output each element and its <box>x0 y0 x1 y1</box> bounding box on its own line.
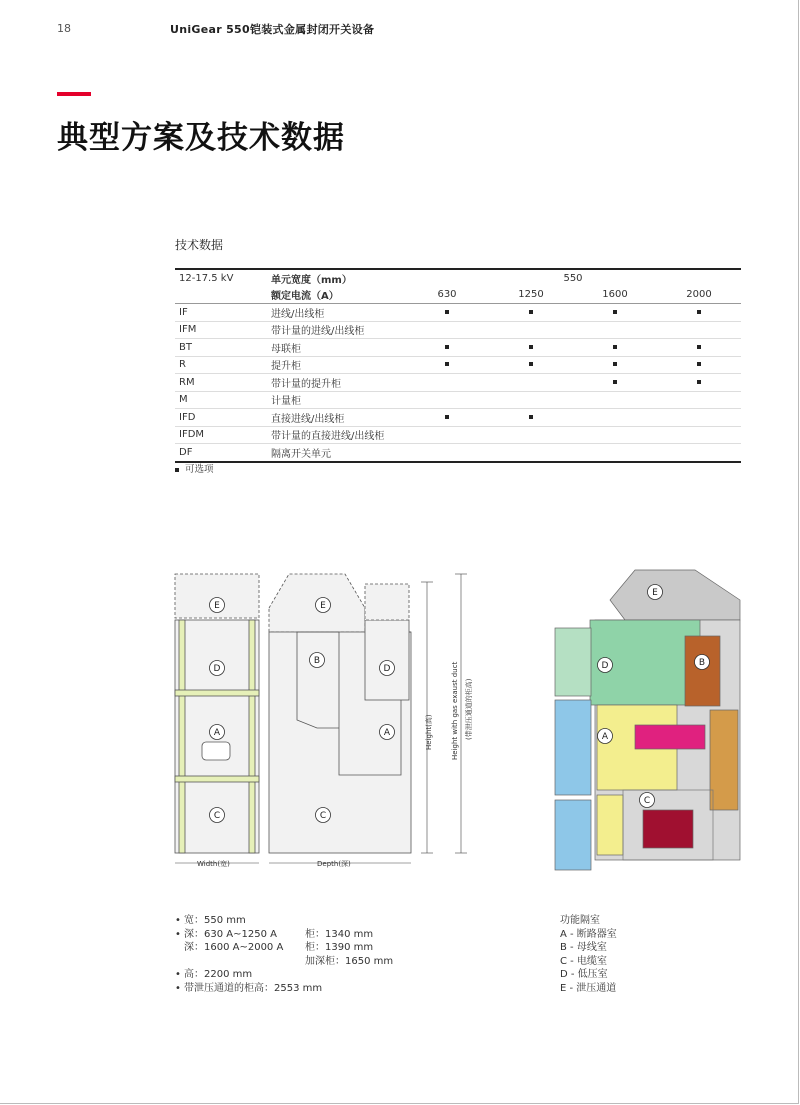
spec-height: 高：2200 mm <box>184 969 253 981</box>
available-marker-icon <box>529 310 533 314</box>
compartment-marker-letter: D <box>213 664 221 675</box>
current-630-cell: 630 <box>405 287 489 304</box>
table-row <box>175 444 741 462</box>
availability-cell <box>489 304 573 322</box>
compartment-marker-letter: B <box>313 656 321 667</box>
width-label-cell: 单元宽度（mm） <box>267 269 405 287</box>
table-row <box>175 409 741 427</box>
compartment-marker-letter: D <box>601 661 609 672</box>
availability-cell <box>657 409 741 427</box>
row-name: 隔离开关单元 <box>267 444 405 462</box>
current-2000-cell: 2000 <box>657 287 741 304</box>
availability-cell <box>657 339 741 357</box>
compartment-marker-letter: A <box>213 728 221 739</box>
accent-bar <box>57 92 91 96</box>
availability-cell <box>573 391 657 409</box>
voltage-cell: 12-17.5 kV <box>175 269 267 287</box>
page-number: 18 <box>57 22 71 35</box>
table-header-width-row <box>175 269 741 287</box>
availability-cell <box>405 426 489 444</box>
availability-cell <box>573 426 657 444</box>
current-1600-cell: 1600 <box>573 287 657 304</box>
side-view <box>269 574 411 853</box>
row-code: RM <box>175 374 267 392</box>
availability-cell <box>657 391 741 409</box>
available-marker-icon <box>697 380 701 384</box>
availability-cell <box>657 321 741 339</box>
availability-cell <box>489 409 573 427</box>
table-body <box>175 304 741 462</box>
table-row <box>175 304 741 322</box>
depth-dimension-label: Depth(深) <box>317 860 351 868</box>
availability-cell <box>573 339 657 357</box>
availability-cell <box>489 426 573 444</box>
availability-cell <box>489 374 573 392</box>
availability-cell <box>573 409 657 427</box>
available-marker-icon <box>445 345 449 349</box>
row-name: 带计量的提升柜 <box>267 374 405 392</box>
available-marker-icon <box>613 345 617 349</box>
compartment-marker-letter: D <box>383 664 391 675</box>
available-marker-icon <box>445 415 449 419</box>
available-marker-icon <box>445 310 449 314</box>
availability-cell <box>405 444 489 462</box>
spec-depth-2: 深：1600 A~2000 A <box>184 942 284 954</box>
table-row <box>175 391 741 409</box>
compartment-legend <box>560 914 617 996</box>
row-name: 带计量的直接进线/出线柜 <box>267 426 405 444</box>
table-row <box>175 339 741 357</box>
availability-cell <box>405 321 489 339</box>
availability-cell <box>489 339 573 357</box>
availability-cell <box>657 426 741 444</box>
table-header-current-row <box>175 287 741 304</box>
running-title: UniGear 550铠装式金属封闭开关设备 <box>170 23 375 36</box>
compartment-marker-letter: C <box>643 796 651 807</box>
row-name: 提升柜 <box>267 356 405 374</box>
availability-cell <box>573 374 657 392</box>
availability-cell <box>405 356 489 374</box>
optional-note <box>175 461 214 475</box>
gas-duct-height-label: Height with gas exaust duct <box>451 661 459 760</box>
compartment-marker-letter: E <box>652 588 658 599</box>
availability-cell <box>489 391 573 409</box>
row-name: 母联柜 <box>267 339 405 357</box>
gas-duct-height-label-cn: (带泄压通道的柜高) <box>465 678 473 740</box>
available-marker-icon <box>697 310 701 314</box>
section-title: 技术数据 <box>175 238 224 252</box>
compartment-marker-letter: A <box>601 732 609 743</box>
availability-cell <box>657 374 741 392</box>
available-marker-icon <box>697 362 701 366</box>
empty-cell <box>175 287 267 304</box>
bullet-icon: • <box>175 915 181 926</box>
compartment-marker-letter: A <box>383 728 391 739</box>
available-marker-icon <box>613 310 617 314</box>
row-code: IFDM <box>175 426 267 444</box>
current-label-cell: 额定电流（A） <box>267 287 405 304</box>
availability-cell <box>573 356 657 374</box>
availability-cell <box>405 391 489 409</box>
available-marker-icon <box>613 362 617 366</box>
spec-depth-1-value: 柜：1340 mm <box>305 928 374 940</box>
availability-cell <box>657 444 741 462</box>
compartment-marker-letter: B <box>698 658 706 669</box>
compartment-item-c: C - 电缆室 <box>560 955 607 967</box>
available-marker-icon <box>445 362 449 366</box>
row-code: DF <box>175 444 267 462</box>
compartment-item-d: D - 低压室 <box>560 969 608 981</box>
optional-note-text: 可选项 <box>185 464 214 475</box>
row-code: M <box>175 391 267 409</box>
availability-cell <box>573 444 657 462</box>
width-dimension-label: Width(宽) <box>197 860 230 868</box>
row-code: R <box>175 356 267 374</box>
technical-data-table <box>175 268 741 463</box>
current-1250-cell: 1250 <box>489 287 573 304</box>
row-name: 计量柜 <box>267 391 405 409</box>
availability-cell <box>405 374 489 392</box>
bullet-icon: • <box>175 928 181 940</box>
spec-depth-2-value: 柜：1390 mm <box>305 942 374 954</box>
availability-cell <box>405 339 489 357</box>
available-marker-icon <box>529 415 533 419</box>
availability-cell <box>573 304 657 322</box>
bullet-icon: • <box>175 982 181 994</box>
availability-cell <box>405 304 489 322</box>
spec-width: 宽：550 mm <box>184 915 246 926</box>
compartment-item-a: A - 断路器室 <box>560 928 617 940</box>
available-marker-icon <box>529 362 533 366</box>
page-title: 典型方案及技术数据 <box>57 120 345 156</box>
row-code: BT <box>175 339 267 357</box>
available-marker-icon <box>697 345 701 349</box>
row-name: 进线/出线柜 <box>267 304 405 322</box>
compartment-marker-letter: E <box>214 601 220 612</box>
table-row <box>175 426 741 444</box>
row-code: IFD <box>175 409 267 427</box>
availability-cell <box>657 356 741 374</box>
compartment-item-e: E - 泄压通道 <box>560 982 617 994</box>
available-marker-icon <box>529 345 533 349</box>
compartment-marker-letter: C <box>319 811 327 822</box>
row-name: 带计量的进线/出线柜 <box>267 321 405 339</box>
row-code: IF <box>175 304 267 322</box>
table-row <box>175 356 741 374</box>
spec-depth-3-value: 加深柜：1650 mm <box>305 955 394 967</box>
spec-height-duct: 带泄压通道的柜高：2553 mm <box>184 982 323 994</box>
bullet-icon: • <box>175 969 181 981</box>
table-row <box>175 374 741 392</box>
switchgear-drawing <box>165 560 785 880</box>
availability-cell <box>489 321 573 339</box>
width-value-cell: 550 <box>405 269 741 287</box>
availability-cell <box>489 444 573 462</box>
availability-cell <box>573 321 657 339</box>
optional-marker-icon <box>175 468 179 472</box>
compartment-marker-letter: E <box>320 601 326 612</box>
compartment-marker-letter: C <box>213 811 221 822</box>
compartment-item-b: B - 母线室 <box>560 942 607 954</box>
spec-depth-1: 深：630 A~1250 A <box>184 928 277 940</box>
row-code: IFM <box>175 321 267 339</box>
table-row <box>175 321 741 339</box>
available-marker-icon <box>613 380 617 384</box>
availability-cell <box>657 304 741 322</box>
height-dimension-label: Height(高) <box>425 714 433 750</box>
availability-cell <box>489 356 573 374</box>
availability-cell <box>405 409 489 427</box>
row-name: 直接进线/出线柜 <box>267 409 405 427</box>
compartment-legend-title: 功能隔室 <box>560 915 600 926</box>
isometric-view <box>555 570 740 870</box>
